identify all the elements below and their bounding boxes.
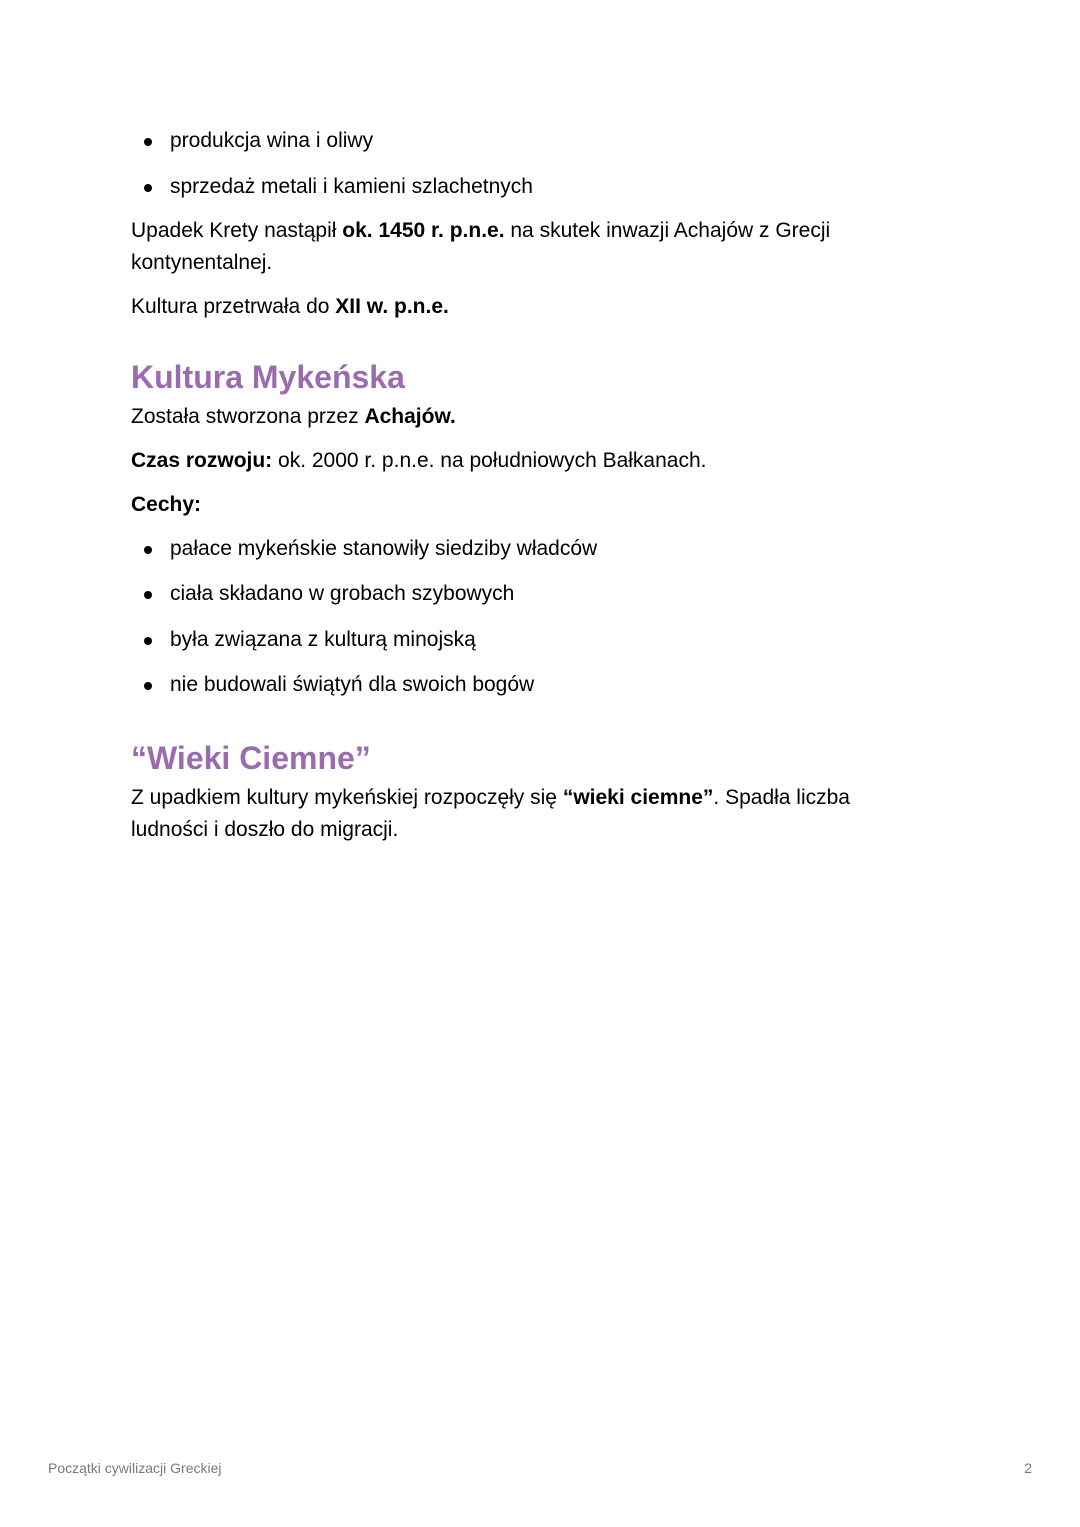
bullet-icon	[144, 682, 152, 690]
culture-survived-date: XII w. p.n.e.	[335, 294, 449, 318]
mycenaean-heading: Kultura Mykeńska	[131, 358, 405, 395]
footer-document-title: Początki cywilizacji Greckiej	[48, 1460, 222, 1476]
features-label: Cechy:	[131, 492, 202, 516]
dark-ages-text: Z upadkiem kultury mykeńskiej rozpoczęły się	[131, 786, 563, 809]
list-item-text: ciała składano w grobach szybowych	[170, 582, 515, 605]
dark-ages-term: “wieki ciemne”	[562, 786, 714, 809]
features-label-paragraph	[131, 489, 931, 521]
crete-fall-paragraph	[131, 215, 931, 279]
crete-fall-text-end: na skutek inwazji Achajów z Grecji kontynentalnej.	[131, 218, 831, 274]
created-by-paragraph	[131, 401, 931, 433]
development-label: Czas rozwoju:	[131, 448, 273, 472]
list-item-text: sprzedaż metali i kamieni szlachetnych	[170, 174, 533, 198]
list-item-text: była związana z kulturą minojską	[170, 627, 476, 651]
culture-survived-paragraph	[131, 291, 931, 323]
culture-survived-text: Kultura przetrwała do	[131, 294, 336, 318]
dark-ages-heading: “Wieki Ciemne”	[131, 740, 371, 776]
list-item	[131, 126, 931, 156]
footer-page-number: 2	[1024, 1460, 1032, 1476]
created-by-text: Została stworzona przez	[131, 404, 365, 428]
bullet-icon	[144, 184, 152, 192]
list-item	[131, 625, 931, 655]
crete-fall-date: ok. 1450 r. p.n.e.	[342, 218, 505, 242]
list-item-text: nie budowali świątyń dla swoich bogów	[170, 673, 535, 696]
development-text: ok. 2000 r. p.n.e. na południowych Bałkanach.	[272, 448, 707, 472]
bullet-icon	[144, 591, 152, 599]
dark-ages-paragraph	[131, 782, 931, 846]
created-by-people: Achajów.	[364, 404, 456, 428]
features-list	[131, 534, 931, 701]
development-paragraph	[131, 445, 931, 477]
bullet-icon	[144, 637, 152, 645]
list-item-text: produkcja wina i oliwy	[170, 129, 374, 152]
crete-fall-text: Upadek Krety nastąpił	[131, 218, 343, 242]
page-content	[131, 126, 931, 858]
bullet-icon	[144, 138, 152, 146]
trade-list	[131, 126, 931, 202]
list-item-text: pałace mykeńskie stanowiły siedziby władców	[170, 536, 598, 560]
list-item	[131, 670, 931, 700]
dark-ages-text-end: . Spadła liczba ludności i doszło do migracji.	[131, 786, 850, 841]
list-item	[131, 172, 931, 202]
bullet-icon	[144, 546, 152, 554]
list-item	[131, 534, 931, 564]
list-item	[131, 579, 931, 609]
